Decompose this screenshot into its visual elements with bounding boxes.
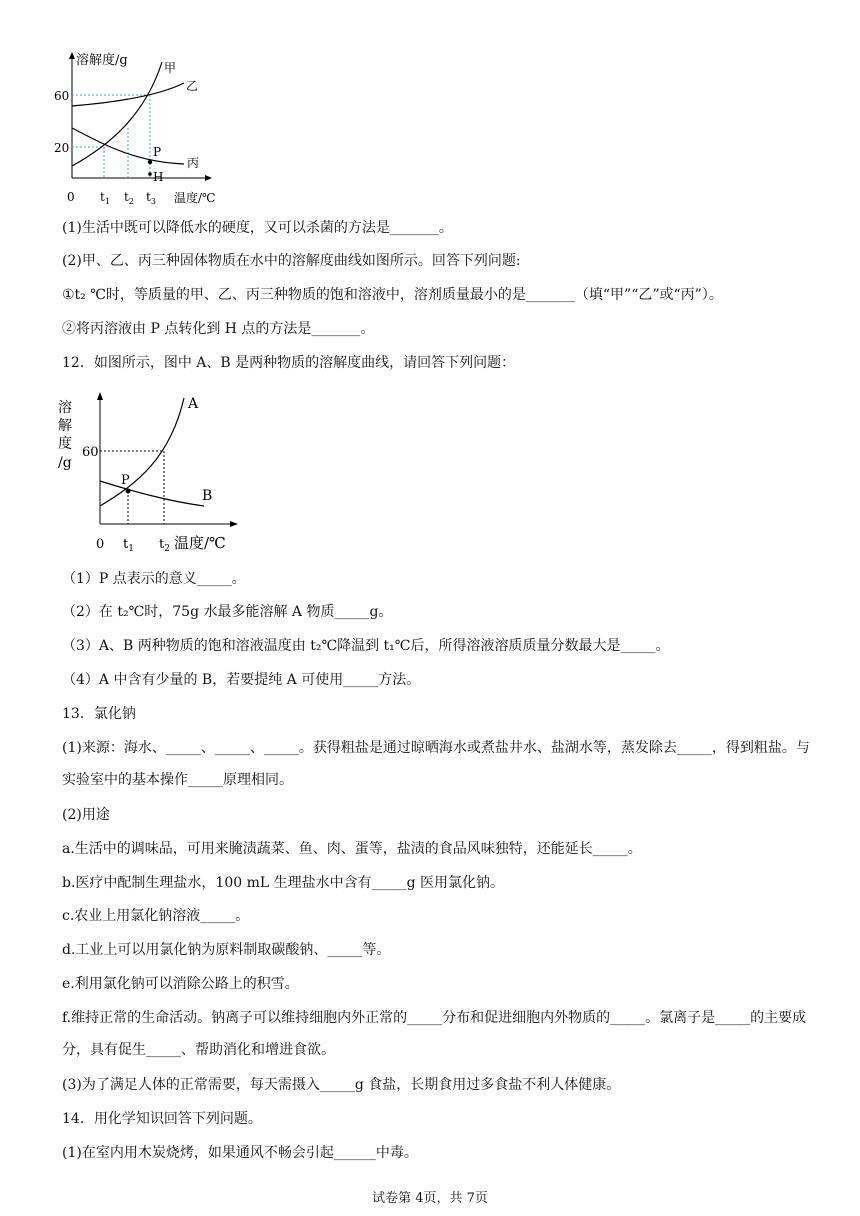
q12-part1: （1）P 点表示的意义_____。 [62, 571, 246, 587]
y-axis-arrow [69, 52, 75, 59]
origin-label: 0 [96, 537, 105, 552]
y-tick-20: 20 [54, 141, 70, 155]
y-tick-60: 60 [54, 89, 70, 103]
q11-part1: (1)生活中既可以降低水的硬度，又可以杀菌的方法是_______。 [62, 220, 453, 236]
point-label-h: H [153, 170, 164, 184]
q12-part4: （4）A 中含有少量的 B，若要提纯 A 可使用_____方法。 [62, 672, 421, 688]
point-p [126, 489, 131, 494]
point-label-p: P [153, 145, 162, 159]
curve-jia [72, 62, 162, 166]
x-axis-label: 温度/℃ [174, 534, 226, 552]
y-label-char-4: /g [58, 455, 72, 471]
point-label-p: P [121, 473, 130, 488]
origin-label: 0 [67, 190, 75, 204]
curve-a [100, 398, 184, 506]
q14-part1: (1)在室内用木炭烧烤，如果通风不畅会引起______中毒。 [62, 1145, 418, 1161]
q12-part2: （2）在 t₂℃时，75g 水最多能溶解 A 物质_____g。 [62, 604, 393, 620]
y-axis-label: 溶解度/g [76, 53, 128, 68]
y-axis-arrow [97, 392, 103, 400]
x-tick-t3: $t_3$ [146, 190, 156, 206]
q11-part2: (2)甲、乙、丙三种固体物质在水中的溶解度曲线如图所示。回答下列问题: [62, 253, 521, 269]
solubility-chart-2 [52, 388, 252, 558]
y-label-char-2: 解 [58, 418, 72, 434]
y-label-char-1: 溶 [58, 400, 72, 416]
series-label-bing: 丙 [187, 156, 200, 170]
x-axis-arrow [230, 521, 238, 527]
q13-use-f: f.维持正常的生命活动。钠离子可以维持细胞内外正常的_____分布和促进细胞内外物质的_____。氯离子是_____的主要成分，具有促生_____、帮助消化和增进食欲。 [62, 1010, 807, 1058]
q12-part3: （3）A、B 两种物质的饱和溶液温度由 t₂℃降温到 t₁℃后，所得溶液溶质质量分数最大是_____。 [62, 638, 670, 654]
q13-use-a: a.生活中的调味品，可用来腌渍蔬菜、鱼、肉、蛋等，盐渍的食品风味独特，还能延长_____。 [62, 841, 642, 857]
x-tick-t1: $t_1$ [123, 537, 134, 554]
curve-b [100, 481, 204, 506]
q12-stem: 12．如图所示，图中 A、B 是两种物质的溶解度曲线，请回答下列问题： [62, 355, 516, 371]
series-label-a: A [188, 396, 199, 412]
page-footer: 试卷第 4页，共 7页 [372, 1191, 488, 1206]
series-label-yi: 乙 [186, 79, 199, 93]
q13-use-d: d.工业上可以用氯化钠为原料制取碳酸钠、_____等。 [62, 942, 391, 958]
q13-title: 13．氯化钠 [62, 706, 136, 722]
y-tick-60: 60 [82, 445, 99, 460]
point-h [148, 172, 152, 176]
y-label-char-3: 度 [58, 436, 72, 452]
q13-part3: (3)为了满足人体的正常需要，每天需摄入_____g 食盐，长期食用过多食盐不利人体健康。 [62, 1077, 621, 1093]
series-label-b: B [202, 488, 213, 504]
point-p [148, 160, 152, 164]
x-axis-label: 温度/℃ [174, 191, 216, 205]
q13-use-b: b.医疗中配制生理盐水，100 mL 生理盐水中含有_____g 医用氯化钠。 [62, 875, 505, 891]
q13-use-e: e.利用氯化钠可以消除公路上的积雪。 [62, 976, 299, 992]
x-axis-arrow [205, 175, 212, 181]
q13-use-c: c.农业上用氯化钠溶液_____。 [62, 908, 250, 924]
x-tick-t2: $t_2$ [159, 537, 170, 554]
series-label-jia: 甲 [164, 61, 177, 75]
solubility-chart-1 [50, 50, 240, 210]
q13-part1: (1)来源：海水、_____、_____、_____。获得粗盐是通过晾晒海水或煮盐井水、盐湖水等，蒸发除去_____，得到粗盐。与实验室中的基本操作_____原理相同。 [62, 740, 810, 788]
q14-stem: 14．用化学知识回答下列问题。 [62, 1111, 262, 1127]
x-tick-t1: $t_1$ [100, 190, 110, 206]
q13-part2: (2)用途 [62, 807, 110, 823]
q11-part2-sub1: ①t₂ ℃时，等质量的甲、乙、丙三种物质的饱和溶液中，溶剂质量最小的是_______（填“甲”“乙”或“丙”）。 [62, 287, 723, 303]
x-tick-t2: $t_2$ [124, 190, 134, 206]
q11-part2-sub2: ②将丙溶液由 P 点转化到 H 点的方法是_______。 [62, 321, 375, 337]
